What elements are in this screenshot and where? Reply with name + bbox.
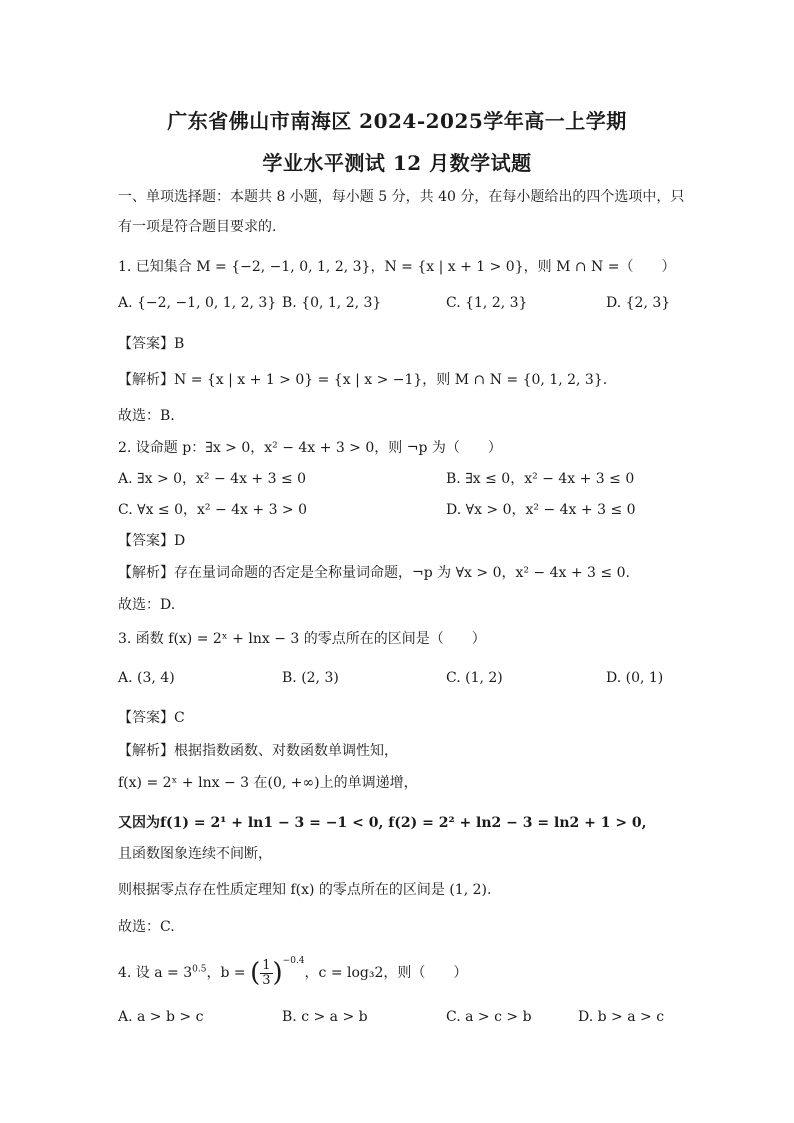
q2-stem: 2. 设命题 p：∃x > 0，x² − 4x + 3 > 0，则 ¬p 为（ ） — [118, 440, 502, 456]
q1-analysis: 【解析】N = {x | x + 1 > 0} = {x | x > −1}，则 M ∩ N = {0, 1, 2, 3}. — [118, 372, 608, 388]
q4-option-d: D. b > a > c — [578, 1009, 665, 1025]
q1-option-c: C. {1, 2, 3} — [446, 295, 528, 311]
q1-option-a: A. {−2, −1, 0, 1, 2, 3} — [118, 295, 277, 311]
q2-choose: 故选：D. — [118, 597, 176, 613]
q2-answer: 【答案】D — [118, 533, 186, 549]
q3-option-c: C. (1, 2) — [446, 670, 503, 686]
q3-analysis-3: 又因为f(1) = 2¹ + ln1 − 3 = −1 < 0, f(2) = 2² + ln2 − 3 = ln2 + 1 > 0, — [118, 815, 647, 831]
q1-choose: 故选：B. — [118, 408, 175, 424]
q3-option-a: A. (3, 4) — [118, 670, 175, 686]
q3-analysis-4: 且函数图象连续不间断， — [118, 846, 272, 862]
q3-analysis-5: 则根据零点存在性质定理知 f(x) 的零点所在的区间是 (1, 2). — [118, 882, 492, 898]
q1-option-d: D. {2, 3} — [606, 295, 671, 311]
section-heading: 一、单项选择题：本题共 8 小题，每小题 5 分，共 40 分，在每小题给出的四个选项中，只 — [118, 189, 685, 205]
q4-fraction — [260, 959, 272, 988]
q1-option-b: B. {0, 1, 2, 3} — [282, 295, 382, 311]
q1-stem: 1. 已知集合 M = {−2, −1, 0, 1, 2, 3}，N = {x | x + 1 > 0}，则 M ∩ N =（ ） — [118, 259, 676, 275]
page-title-line2: 学业水平测试 12 月数学试题 — [262, 151, 532, 175]
q4-stem-prefix: 4. 设 a = 3 — [118, 965, 193, 981]
q4-stem-mid: ，b = — [206, 965, 251, 981]
q2-option-c: C. ∀x ≤ 0，x² − 4x + 3 > 0 — [118, 502, 308, 518]
q3-answer: 【答案】C — [118, 710, 185, 726]
q4-stem — [118, 956, 467, 988]
q3-option-b: B. (2, 3) — [282, 670, 339, 686]
q2-option-b: B. ∃x ≤ 0，x² − 4x + 3 ≤ 0 — [446, 471, 635, 487]
q3-analysis-1: 【解析】根据指数函数、对数函数单调性知， — [118, 743, 398, 759]
q4-exp-b: −0.4 — [282, 956, 305, 966]
q2-analysis: 【解析】存在量词命题的否定是全称量词命题，¬p 为 ∀x > 0，x² − 4x + 3 ≤ 0. — [118, 565, 630, 581]
q1-answer: 【答案】B — [118, 336, 185, 352]
page-title-line1: 广东省佛山市南海区 2024-2025学年高一上学期 — [167, 109, 627, 133]
q3-option-d: D. (0, 1) — [606, 670, 664, 686]
section-heading-cont: 有一项是符合题目要求的. — [118, 219, 277, 235]
q2-option-d: D. ∀x > 0，x² − 4x + 3 ≤ 0 — [446, 502, 636, 518]
q4-stem-suffix: ，c = log₃2，则（ ） — [304, 965, 468, 981]
q4-frac-num: 1 — [262, 957, 271, 973]
q4-paren-open: ( — [250, 958, 261, 988]
q4-paren-close: ) — [272, 958, 283, 988]
q4-option-b: B. c > a > b — [282, 1009, 368, 1025]
q3-analysis-2: f(x) = 2ˣ + lnx − 3 在(0, +∞)上的单调递增， — [118, 775, 418, 791]
q2-option-a: A. ∃x > 0，x² − 4x + 3 ≤ 0 — [118, 471, 307, 487]
q4-option-a: A. a > b > c — [118, 1009, 204, 1025]
q4-exp-a: 0.5 — [192, 964, 207, 975]
q4-frac-den: 3 — [262, 972, 271, 988]
q3-stem: 3. 函数 f(x) = 2ˣ + lnx − 3 的零点所在的区间是（ ） — [118, 631, 486, 647]
q3-choose: 故选：C. — [118, 919, 175, 935]
q4-option-c: C. a > c > b — [446, 1009, 532, 1025]
